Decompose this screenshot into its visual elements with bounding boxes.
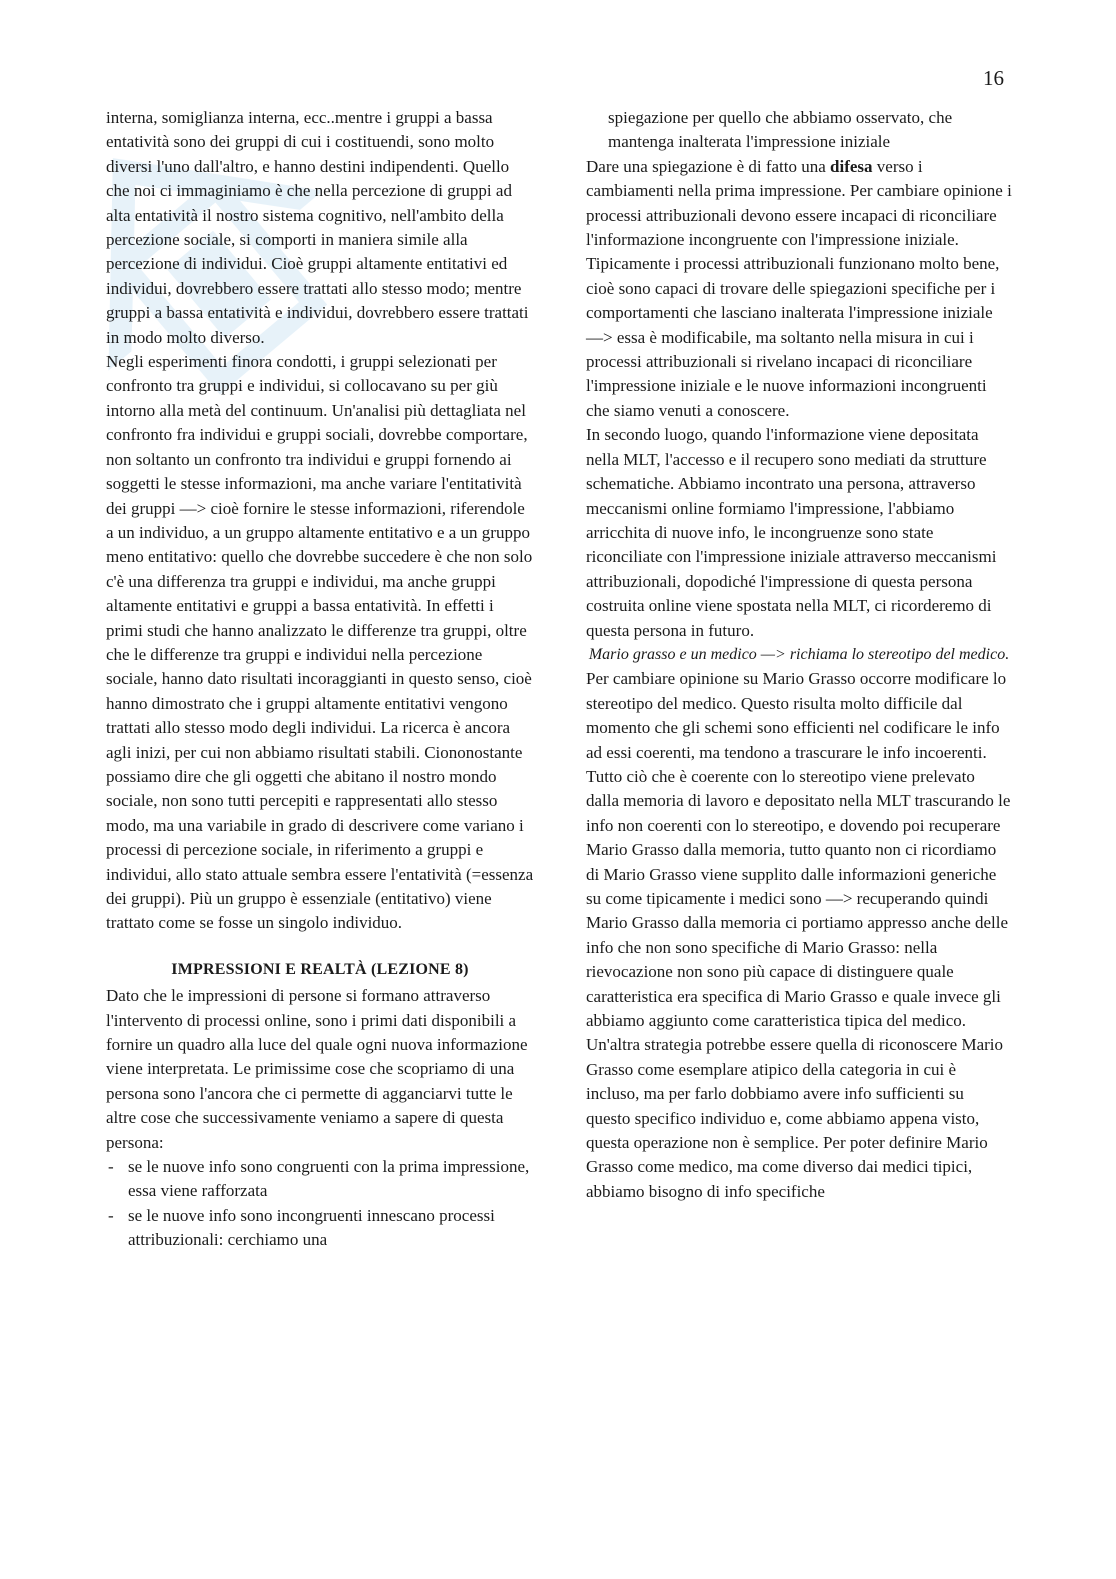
bullet-continuation: spiegazione per quello che abbiamo osservato, che mantenga inalterata l'impressione iniziale (608, 108, 953, 152)
right-paragraph-2: Tipicamente i processi attribuzionali funzionano molto bene, cioè sono capaci di trovare delle spiegazioni specifiche per i comportamenti che lasciano inalterata l'impressione iniziale —> essa è modificabile, ma soltanto nella misura in cui i processi attribuzionali si rivelano incapaci di riconciliare l'impressione iniziale e le nuove informazioni incongruenti che siamo venuti a conoscere. (586, 254, 1000, 420)
right-column (586, 106, 1012, 1204)
left-paragraph-1: interna, somiglianza interna, ecc..mentre i gruppi a bassa entatività sono dei gruppi di cui i costituendi, sono molto diversi l'uno dall'altro, e hanno destini indipendenti. Quello che noi ci immaginiamo è che nella percezione di gruppi ad alta entatività il nostro sistema cognitivo, nell'ambito della percezione sociale, si comporti in maniera simile alla percezione di individui. Cioè gruppi altamente entitativi ed individui, dovrebbero essere trattati allo stesso modo; mentre gruppi a bassa entatività e individui, dovrebbero essere trattati in modo molto diverso. (106, 108, 529, 347)
left-paragraph-2: Negli esperimenti finora condotti, i gruppi selezionati per confronto tra gruppi e individui, si collocavano su per giù intorno alla metà del continuum. Un'analisi più dettagliata nel confronto fra individui e gruppi sociali, dovrebbe comportare, non soltanto un confronto tra individui e gruppi fornendo ai soggetti le stesse informazioni, ma anche variare l'entitatività dei gruppi —> cioè fornire le stesse informazioni, riferendole a un individuo, a un gruppo altamente entitativo e a un gruppo meno entitativo: quello che dovrebbe succedere è che non solo c'è una differenza tra gruppi e individui, ma anche gruppi altamente entitativi e gruppi a bassa entatività. In effetti i primi studi che hanno analizzato le differenze tra gruppi, oltre che le differenze tra gruppi e individui nella percezione sociale, hanno dato risultati incoraggianti in questo senso, cioè hanno dimostrato che i gruppi altamente entitativi vengono trattati allo stesso modo degli individui. La ricerca è ancora agli inizi, per cui non abbiamo risultati stabili. Ciononostante possiamo dire che gli oggetti che abitano il nostro mondo sociale, non sono tutti percepiti e rappresentati allo stesso modo, ma una variabile in grado di descrivere come variano i processi di percezione sociale, in riferimento a gruppi e individui, allo stato attuale sembra essere l'entatività (=essenza dei gruppi). Più un gruppo è essenziale (entitativo) viene trattato come se fosse un singolo individuo. (106, 352, 534, 933)
right-paragraph-5: Un'altra strategia potrebbe essere quella di riconoscere Mario Grasso come esemplare atipico della categoria in cui è incluso, ma per farlo dobbiamo avere info sufficienti su questo specifico individuo e, come abbiamo appena visto, questa operazione non è semplice. Per poter definire Mario Grasso come medico, ma come diverso dai medici tipici, abbiamo bisogno di info specifiche (586, 1035, 1004, 1201)
right-paragraph-3: In secondo luogo, quando l'informazione viene depositata nella MLT, l'accesso e il recupero sono mediati da strutture schematiche. Abbiamo incontrato una persona, attraverso meccanismi online formiamo l'impressione, l'abbiamo arricchita di nuove info, le incongruenze sono state riconciliate con l'impressione iniziale attraverso meccanismi attribuzionali, dopodiché l'impressione di questa persona costruita online viene spostata nella MLT, ci ricorderemo di questa persona in futuro. (586, 425, 997, 640)
right-paragraph-4: Per cambiare opinione su Mario Grasso occorre modificare lo stereotipo del medico. Questo risulta molto difficile dal momento che gli schemi sono efficienti nel codificare le info ad essi coerenti, ma tendono a trascurare le info incoerenti. Tutto ciò che è coerente con lo stereotipo viene prelevato dalla memoria di lavoro e depositato nella MLT trascurando le info non coerenti con lo stereotipo, e dovendo poi recuperare Mario Grasso dalla memoria, tutto quanto non ci ricordiamo di Mario Grasso viene supplito dalle informazioni generiche su come tipicamente i medici sono —> recuperando quindi Mario Grasso dalla memoria ci portiamo appresso anche delle info che non sono specifiche di Mario Grasso: nella rievocazione non sono più capace di distinguere quale caratteristica era specifica di Mario Grasso e quale invece gli abbiamo aggiunto come caratteristica tipica del medico. (586, 669, 1011, 1031)
example-caption: Mario grasso e un medico —> richiama lo stereotipo del medico. (588, 645, 1010, 663)
list-item: - se le nuove info sono incongruenti innescano processi attribuzionali: cerchiamo una (106, 1204, 534, 1253)
left-paragraph-3: Dato che le impressioni di persone si formano attraverso l'intervento di processi online, sono i primi dati disponibili a fornire un quadro alla luce del quale ogni nuova informazione viene interpretata. Le primissime cose che scopriamo di una persona sono l'ancora che ci permette di agganciarvi tutte le altre cose che successivamente veniamo a sapere di questa persona: (106, 986, 528, 1152)
right-paragraph-1 (586, 155, 1012, 253)
right-paragraph-1-start: Dare una spiegazione è di fatto una (586, 156, 831, 176)
left-column (106, 106, 534, 1253)
bold-term: difesa (830, 156, 873, 176)
list-item: - se le nuove info sono congruenti con la prima impressione, essa viene rafforzata (106, 1155, 534, 1204)
right-paragraph-1-end: verso i cambiamenti nella prima impressione. Per cambiare opinione i processi attribuzionali devono essere incapaci di riconciliare l'informazione incongruente con l'impressione iniziale. (586, 156, 1012, 250)
section-heading: IMPRESSIONI E REALTÀ (LEZIONE 8) (171, 960, 469, 978)
page-number: 16 (983, 66, 1004, 90)
bullet-list (106, 1155, 534, 1253)
